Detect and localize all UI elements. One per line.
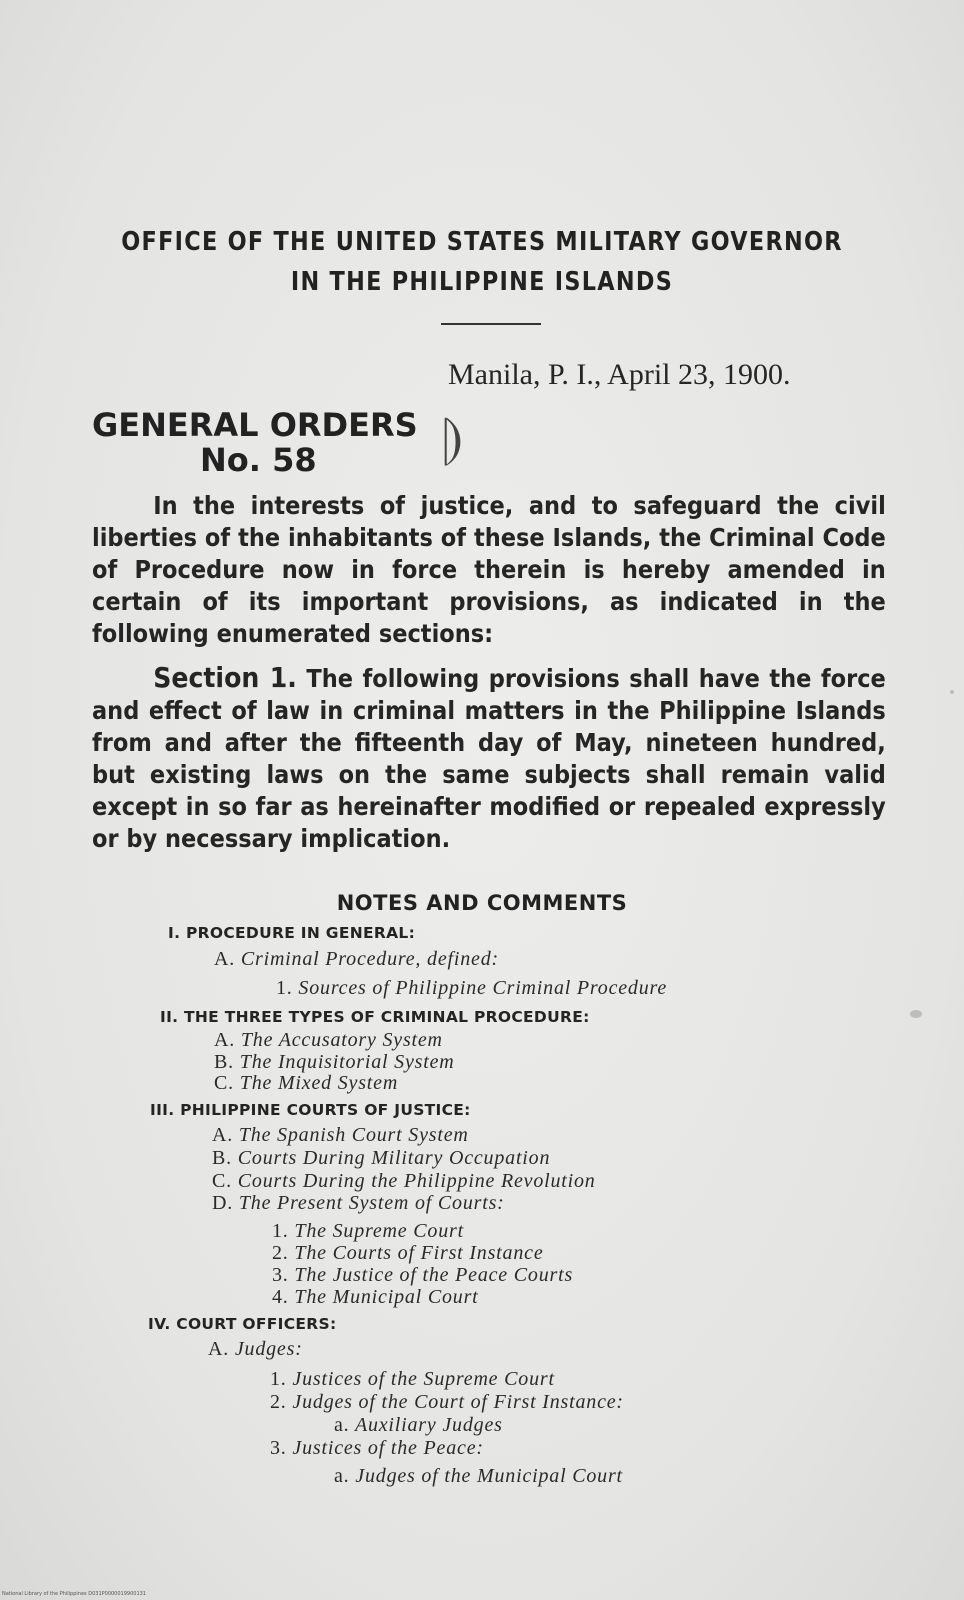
outline-item: A. The Accusatory System bbox=[214, 1029, 443, 1051]
outline-item: 1. Sources of Philippine Criminal Procedure bbox=[276, 977, 668, 999]
outline-item: a. Auxiliary Judges bbox=[334, 1414, 503, 1436]
general-orders-number: No. 58 bbox=[200, 441, 317, 479]
paper-speck bbox=[950, 690, 954, 694]
paper-speck bbox=[910, 1010, 922, 1018]
outline-item: 3. Justices of the Peace: bbox=[270, 1437, 484, 1459]
general-orders-title: GENERAL ORDERS bbox=[92, 406, 418, 444]
brace-mark: ⦈ bbox=[442, 407, 463, 469]
outline-item: a. Judges of the Municipal Court bbox=[334, 1465, 623, 1487]
outline-item: II. THE THREE TYPES OF CRIMINAL PROCEDURE: bbox=[160, 1008, 590, 1026]
outline-item: 2. The Courts of First Instance bbox=[272, 1242, 544, 1264]
section-1-paragraph bbox=[92, 662, 886, 855]
outline-item: A. The Spanish Court System bbox=[212, 1124, 469, 1146]
dateline: Manila, P. I., April 23, 1900. bbox=[448, 358, 791, 391]
outline-item: 1. Justices of the Supreme Court bbox=[270, 1368, 555, 1390]
outline-item: 4. The Municipal Court bbox=[272, 1286, 479, 1308]
outline-item: 1. The Supreme Court bbox=[272, 1220, 464, 1242]
outline-item: B. The Inquisitorial System bbox=[214, 1051, 455, 1073]
outline-item: A. Criminal Procedure, defined: bbox=[214, 948, 499, 970]
heading-rule bbox=[441, 323, 541, 325]
section-1-text: The following provisions shall have the force and effect of law in criminal matters in the Philippine Islands from and after the fifteenth day of May, nineteen hundred, but existing laws on the same subjects shall remain valid except in so far as hereinafter modified or repealed expressly or by necessary implication. bbox=[92, 664, 886, 853]
outline-item: C. Courts During the Philippine Revolution bbox=[212, 1170, 596, 1192]
outline-item: IV. COURT OFFICERS: bbox=[148, 1315, 337, 1333]
outline-item: 2. Judges of the Court of First Instance: bbox=[270, 1391, 624, 1413]
outline-item: A. Judges: bbox=[208, 1338, 303, 1360]
outline-item: C. The Mixed System bbox=[214, 1072, 399, 1094]
office-heading bbox=[67, 222, 896, 302]
footer-credit: National Library of the Philippines D031P0000019900131 bbox=[2, 1591, 146, 1597]
office-heading-line1: OFFICE OF THE UNITED STATES MILITARY GOVERNOR bbox=[121, 227, 843, 257]
outline-item: III. PHILIPPINE COURTS OF JUSTICE: bbox=[150, 1101, 471, 1119]
section-1-heading: Section 1. bbox=[153, 661, 297, 694]
outline-item: 3. The Justice of the Peace Courts bbox=[272, 1264, 574, 1286]
notes-title: NOTES AND COMMENTS bbox=[336, 891, 628, 915]
outline-item: D. The Present System of Courts: bbox=[212, 1192, 505, 1214]
office-heading-line2: IN THE PHILIPPINE ISLANDS bbox=[290, 267, 674, 297]
outline-item: B. Courts During Military Occupation bbox=[212, 1147, 551, 1169]
preamble-text: In the interests of justice, and to safeguard the civil liberties of the inhabitants of these Islands, the Criminal Code of Procedure now in force therein is hereby amended in certain of its important provisions, as indicated in the following enumerated sections: bbox=[92, 491, 886, 648]
preamble-paragraph bbox=[92, 490, 886, 650]
outline-item: I. PROCEDURE IN GENERAL: bbox=[168, 924, 416, 942]
